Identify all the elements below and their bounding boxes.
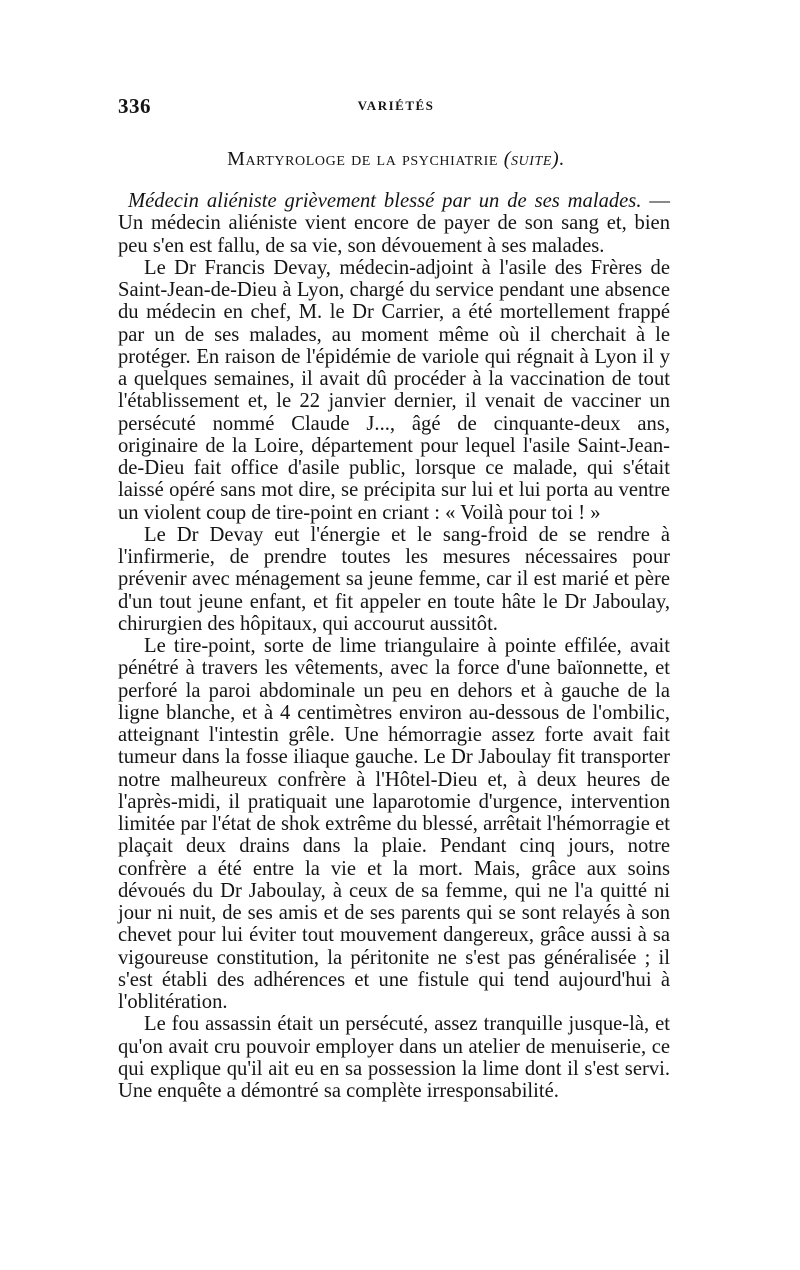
- intro-paragraph: [118, 190, 670, 257]
- article-title: [118, 148, 674, 171]
- title-main: Martyrologe de la psychiatrie: [227, 148, 499, 170]
- subheading-dash: —: [641, 190, 671, 212]
- page-number: 336: [118, 94, 151, 118]
- intro-text: Un médecin aliéniste vient encore de payer de son sang et, bien peu s'en est fallu, de sa vie, son dévouement à ses malades.: [118, 212, 670, 257]
- paragraph: Le Dr Francis Devay, médecin-adjoint à l'asile des Frères de Saint-Jean-de-Dieu à Lyon, chargé du service pendant une absence du médecin en chef, M. le Dr Carrier, a été mortellement frappé par un de ses malades, au moment même où il cherchait à le protéger. En raison de l'épidémie de variole qui régnait à Lyon il y a quelques semaines, il avait dû procéder à la vaccination de tout l'établissement et, le 22 janvier dernier, il venait de vacciner un persécuté nommé Claude J..., âgé de cinquante-deux ans, originaire de la Loire, département pour lequel l'asile Saint-Jean-de-Dieu fait office d'asile public, lorsque ce malade, qui s'était laissé opéré sans mot dire, se précipita sur lui et lui porta au ventre un violent coup de tire-point en criant : « Voilà pour toi ! »: [118, 256, 670, 524]
- running-head: [118, 94, 674, 118]
- paragraph: Le tire-point, sorte de lime triangulaire à pointe effilée, avait pénétré à travers les vêtements, avec la force d'une baïonnette, et perforé la paroi abdominale un peu en dehors et à gauche de la ligne blanche, et à 4 centimètres environ au-dessous de l'ombilic, atteignant l'intestin grêle. Une hémorragie assez forte avait fait tumeur dans la fosse iliaque gauche. Le Dr Jaboulay fit transporter notre malheureux confrère à l'Hôtel-Dieu et, à deux heures de l'après-midi, il pratiquait une laparotomie d'urgence, intervention limitée par l'état de shok extrême du blessé, arrêtait l'hémorragie et plaçait deux drains dans la plaie. Pendant cinq jours, notre confrère a été entre la vie et la mort. Mais, grâce aux soins dévoués du Dr Jaboulay, à ceux de sa femme, qui ne l'a quitté ni jour ni nuit, de ses amis et de ses parents qui se sont relayés à son chevet pour lui éviter tout mouvement dangereux, grâce aussi à sa vigoureuse constitution, la péritonite ne s'est pas généralisée ; il s'est établi des adhérences et une fistule qui tend aujourd'hui à l'oblitération.: [118, 635, 670, 1013]
- article-body: [118, 190, 670, 1102]
- section-name: VARIÉTÉS: [357, 98, 435, 113]
- paragraph: Le Dr Devay eut l'énergie et le sang-froid de se rendre à l'infirmerie, de prendre toutes les mesures nécessaires pour prévenir avec ménagement sa jeune femme, car il est marié et père d'un tout jeune enfant, et fit appeler en toute hâte le Dr Jaboulay, chirurgien des hôpitaux, qui accourut aussitôt.: [118, 523, 670, 635]
- title-suite: (suite).: [503, 148, 565, 170]
- subheading: Médecin aliéniste grièvement blessé par un de ses malades.: [128, 190, 642, 212]
- paragraph: Le fou assassin était un persécuté, assez tranquille jusque-là, et qu'on avait cru pouvoir employer dans un atelier de menuiserie, ce qui explique qu'il ait eu en sa possession la lime dont il s'est servi. Une enquête a démontré sa complète irresponsabilité.: [118, 1013, 670, 1102]
